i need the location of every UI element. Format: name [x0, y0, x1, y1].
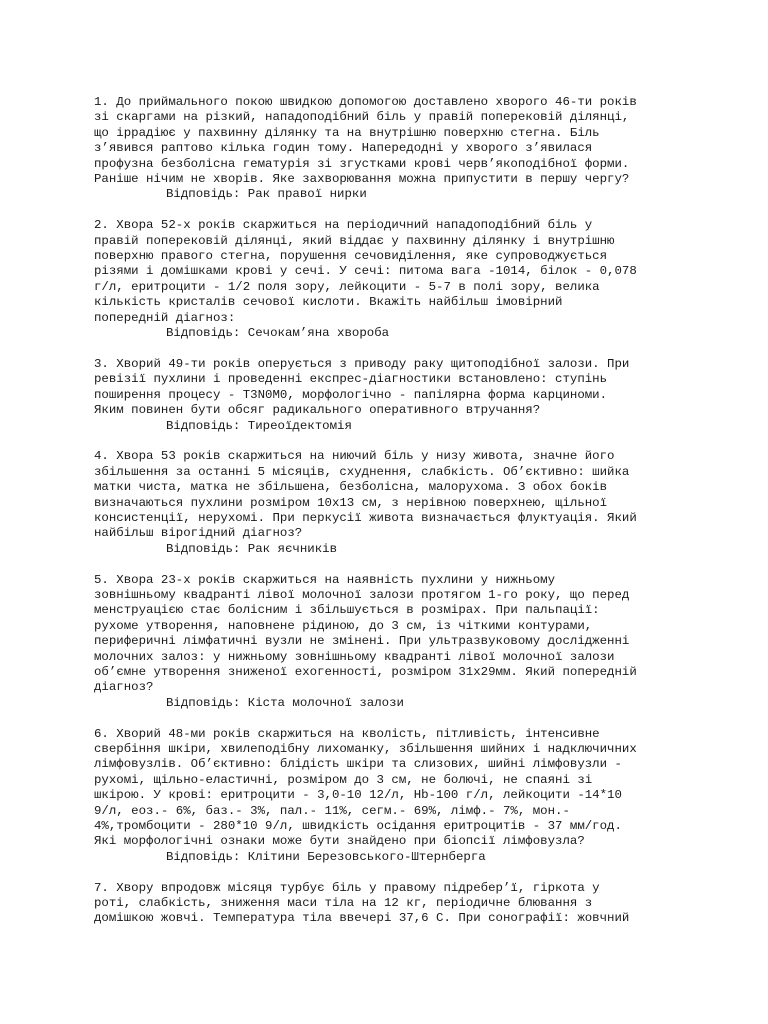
- document-page: [94, 95, 686, 942]
- question-7: [94, 881, 686, 927]
- question-2: [94, 218, 686, 341]
- answer-text: Відповідь: Рак яєчників: [166, 541, 338, 556]
- question-text: 4. Хвора 53 років скаржиться на ниючий біль у низу живота, значне його збільшення за останні 5 місяців, схуднення, слабкість. Об’єктивно: шийка матки чиста, матка не збільшена, безболісна, малорухома. З обох боків визначаються пухлини розміром 10х13 см, з нерівною поверхнею, щільної консистенції, нерухомі. При перкусії живота визначається флуктуація. Який найбільш вірогідний діагноз?: [94, 449, 637, 541]
- question-6: [94, 727, 686, 866]
- answer-text: Відповідь: Рак правої нирки: [166, 187, 367, 202]
- answer-text: Відповідь: Клітини Березовського-Штернберга: [166, 849, 486, 864]
- question-text: 7. Хвору впродовж місяця турбує біль у правому підребер’ї, гіркота у роті, слабкість, зниження маси тіла на 12 кг, періодичне блювання з домішкою жовчі. Температура тіла ввечері 37,6 С. При сонографії: жовчний: [94, 880, 630, 926]
- answer-text: Відповідь: Сечокам’яна хвороба: [166, 326, 390, 341]
- answer-text: Відповідь: Тиреоїдектомія: [166, 418, 352, 433]
- question-text: 5. Хвора 23-х років скаржиться на наявність пухлини у нижньому зовнішньому квадранті лівої молочної залози протягом 1-го року, що перед менструацією стає болісним і збільшується в розмірах. При пальпації: рухоме утворення, наповнене рідиною, до 3 см, із чіткими контурами, периферичні лімфатичні вузли не змінені. При ультразвуковому дослідженні молочних залоз: у нижньому зовнішньому квадранті лівої молочної залози об’ємне утворення зниженої ехогенності, розміром 31х29мм. Який попередній діагноз?: [94, 572, 637, 695]
- question-text: 3. Хворий 49-ти років оперується з приводу раку щитоподібної залози. При ревізії пухлини і проведенні експрес-діагностики встановлено: ступінь поширення процесу - T3N0M0, морфологічно - папілярна форма карциноми. Яким повинен бути обсяг радикального оперативного втручання?: [94, 356, 630, 418]
- question-text: 1. До приймального покою швидкою допомогою доставлено хворого 46-ти років зі скаргами на різкий, нападоподібний біль у правій поперековій ділянці, що іррадіює у пахвинну ділянку та на внутрішню поверхню стегна. Біль з’явився раптово кілька годин тому. Напередодні у хворого з’явилася профузна безболісна гематурія зі згустками крові черв’якоподібної форми. Раніше нічим не хворів. Яке захворювання можна припустити в першу чергу?: [94, 95, 637, 187]
- question-3: [94, 357, 686, 434]
- question-text: 2. Хвора 52-х років скаржиться на періодичний нападоподібний біль у правій поперековій ділянці, який віддає у пахвинну ділянку і внутрішню поверхню правого стегна, порушення сечовиділення, яке супроводжується різями і домішками крові у сечі. У сечі: питома вага -1014, білок - 0,078 г/л, еритроцити - 1/2 поля зору, лейкоцити - 5-7 в полі зору, велика кількість кристалів сечової кислоти. Вкажіть найбільш імовірний попередній діагноз:: [94, 218, 637, 325]
- question-5: [94, 573, 686, 712]
- question-4: [94, 449, 686, 557]
- question-text: 6. Хворий 48-ми років скаржиться на кволість, пітливість, інтенсивне свербіння шкіри, хвилеподібну лихоманку, збільшення шийних і надключичних лімфовузлів. Об’єктивно: блідість шкіри та слизових, шийні лімфовузли - рухомі, щільно-еластичні, розміром до 3 см, не болючі, не спаяні зі шкірою. У крові: еритроцити - 3,0-10 12/л, Hb-100 г/л, лейкоцити -14*10 9/л, еоз.- 6%, баз.- 3%, пал.- 11%, сегм.- 69%, лімф.- 7%, мон.- 4%,тромбоцити - 280*10 9/л, швидкість осідання еритроцитів - 37 мм/год. Які морфологічні ознаки може бути знайдено при біопсії лімфовузла?: [94, 726, 637, 849]
- question-1: [94, 95, 686, 203]
- answer-text: Відповідь: Кіста молочної залози: [166, 695, 404, 710]
